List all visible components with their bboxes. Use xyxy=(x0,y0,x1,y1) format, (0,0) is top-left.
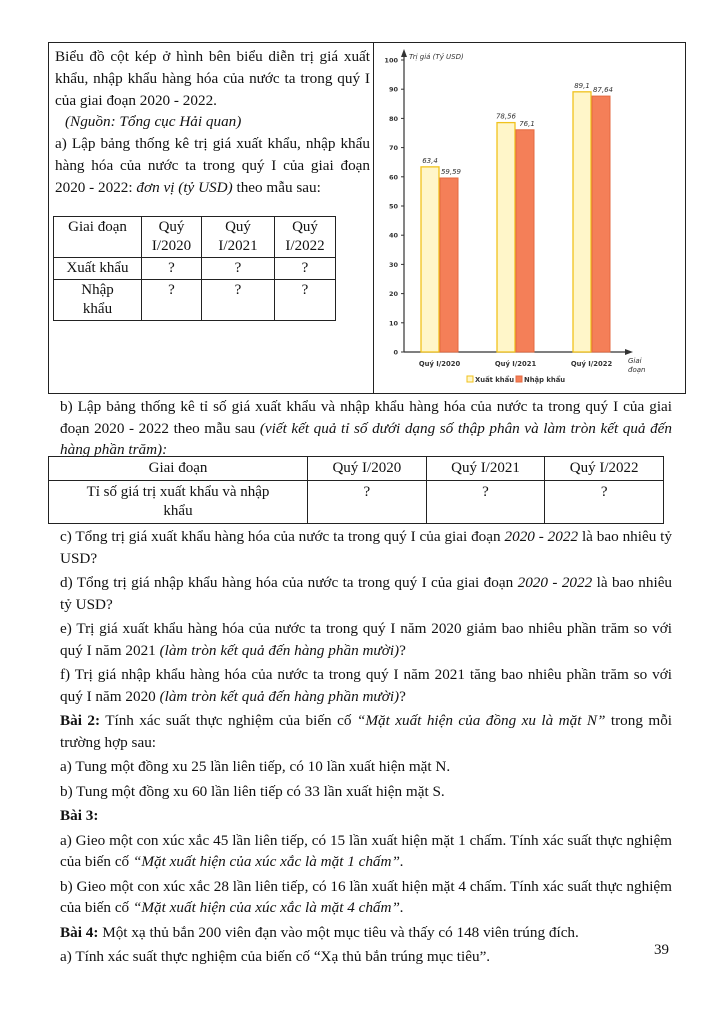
table-cell: Xuất khẩu xyxy=(54,258,142,280)
y-tick-label: 60 xyxy=(388,173,398,182)
bar-import xyxy=(440,178,458,352)
data-label-import: 76,1 xyxy=(519,119,535,128)
table-row xyxy=(54,258,336,280)
y-tick-label: 50 xyxy=(388,202,398,211)
bai-4-a: a) Tính xác suất thực nghiệm của biến cố “Xạ thủ bắn trúng mục tiêu”. xyxy=(60,948,491,965)
y-axis-arrow xyxy=(401,49,407,57)
table-header-cell: Giai đoạn xyxy=(54,217,142,258)
y-tick-label: 20 xyxy=(388,290,398,299)
bai-3-a: a) Gieo một con xúc xắc 45 lần liên tiếp, có 15 lần xuất hiện mặt 1 chấm. Tính xác suất thực nghiệm của biến cố “Mặt xuất hiện của xúc xắc là mặt 1 chấm”. xyxy=(60,831,672,870)
y-tick-label: 100 xyxy=(384,56,398,65)
page-number: 39 xyxy=(654,942,669,958)
bar-export xyxy=(497,123,515,352)
part-c: c) Tổng trị giá xuất khẩu hàng hóa của nước ta trong quý I của giai đoạn 2020 - 2022 là bao nhiêu tỷ USD? xyxy=(60,528,672,567)
bai-2: Bài 2: Tính xác suất thực nghiệm của biến cố “Mặt xuất hiện của đồng xu là mặt N” trong mỗi trường hợp sau: xyxy=(60,712,673,751)
table-header-cell: Quý I/2020 xyxy=(308,457,427,481)
y-tick-label: 0 xyxy=(393,348,398,357)
table-header-cell: Giai đoạn xyxy=(49,457,308,481)
table-cell: ? xyxy=(275,258,336,280)
problem-intro xyxy=(55,46,370,199)
exercise-questions xyxy=(60,526,672,968)
legend-label-export: Xuất khẩu xyxy=(475,376,515,384)
part-b xyxy=(60,396,672,461)
part-f: f) Trị giá nhập khẩu hàng hóa của nước ta trong quý I năm 2021 tăng bao nhiêu phần trăm so với quý I năm 2020 (làm tròn kết quả đến hàng phần mười)? xyxy=(60,666,672,705)
x-tick-label: Quý I/2022 xyxy=(570,360,613,368)
data-label-import: 87,64 xyxy=(592,86,614,95)
legend-swatch-import xyxy=(516,376,522,382)
bai-2-b: b) Tung một đồng xu 60 lần liên tiếp có 33 lần xuất hiện mặt S. xyxy=(60,782,445,800)
table-header-cell: Quý I/2022 xyxy=(275,217,336,258)
data-label-export: 63,4 xyxy=(422,156,438,165)
bar-import xyxy=(516,130,534,352)
x-tick-label: Quý I/2020 xyxy=(418,360,461,368)
y-tick-label: 40 xyxy=(388,231,398,240)
bai-3-title: Bài 3: xyxy=(60,807,99,824)
legend-label-import: Nhập khẩu xyxy=(524,376,566,384)
source-note: (Nguồn: Tổng cục Hải quan) xyxy=(65,113,242,131)
table-row xyxy=(54,280,336,321)
data-label-export: 89,1 xyxy=(574,81,590,90)
table-cell: ? xyxy=(202,280,275,321)
y-tick-label: 30 xyxy=(388,260,398,269)
y-tick-label: 90 xyxy=(388,85,398,94)
x-axis-title-line: Giai xyxy=(628,357,642,365)
part-d: d) Tổng trị giá nhập khẩu hàng hóa của nước ta trong quý I của giai đoạn 2020 - 2022 là bao nhiêu tỷ USD? xyxy=(60,574,673,613)
table-row xyxy=(49,481,664,524)
table-export-import xyxy=(53,216,336,321)
table-header-row xyxy=(54,217,336,258)
part-b-text: b) Lập bảng thống kê tỉ số giá xuất khẩu và nhập khẩu hàng hóa của nước ta trong quý I của giai đoạn 2020 - 2022 theo mẫu sau xyxy=(60,398,672,437)
table-cell: ? xyxy=(545,481,664,524)
table-ratio xyxy=(48,456,664,524)
bar-chart xyxy=(374,43,685,393)
table-cell: ? xyxy=(275,280,336,321)
bai-2-a: a) Tung một đồng xu 25 lần liên tiếp, có 10 lần xuất hiện mặt N. xyxy=(60,758,451,775)
table-header-row xyxy=(49,457,664,481)
data-label-import: 59,59 xyxy=(440,167,462,176)
part-a-text: a) Lập bảng thống kê trị giá xuất khẩu, nhập khẩu hàng hóa của nước ta trong quý I của giai đoạn 2020 - 2022: đơn vị (tỷ USD) theo mẫu sau: xyxy=(55,135,370,196)
bar-chart-svg xyxy=(374,43,685,393)
table-cell: ? xyxy=(308,481,427,524)
intro-text: Biểu đồ cột kép ở hình bên biểu diễn trị giá xuất khẩu, nhập khẩu hàng hóa của nước ta trong quý I của giai đoạn 2020 - 2022. xyxy=(55,48,370,109)
part-e: e) Trị giá xuất khẩu hàng hóa của nước ta trong quý I năm 2020 giảm bao nhiêu phần trăm so với quý I năm 2021 (làm tròn kết quả đến hàng phần mười)? xyxy=(60,620,672,659)
bar-export xyxy=(421,167,439,352)
y-axis-title: Trị giá (Tỷ USD) xyxy=(409,53,464,61)
data-label-export: 78,56 xyxy=(495,112,517,121)
bar-import xyxy=(592,96,610,352)
bai-4: Bài 4: Một xạ thủ bắn 200 viên đạn vào một mục tiêu và thấy có 148 viên trúng đích. xyxy=(60,923,579,941)
table-cell: ? xyxy=(142,258,202,280)
bai-3-b: b) Gieo một con xúc xắc 28 lần liên tiếp, có 16 lần xuất hiện mặt 4 chấm. Tính xác suất thực nghiệm của biến cố “Mặt xuất hiện của xúc xắc là mặt 4 chấm”. xyxy=(60,877,672,916)
bar-export xyxy=(573,92,591,352)
table-cell: ? xyxy=(142,280,202,321)
part-b-note: (viết kết quả tỉ số dưới dạng số thập phân và làm tròn kết quả đến hàng phần trăm): xyxy=(60,419,673,458)
x-axis-title-line: đoạn xyxy=(628,366,646,374)
table-cell: Tỉ số giá trị xuất khẩu và nhập khẩu xyxy=(49,481,308,524)
table-header-cell: Quý I/2022 xyxy=(545,457,664,481)
y-tick-label: 10 xyxy=(388,319,398,328)
table-cell: Nhập khẩu xyxy=(54,280,142,321)
y-tick-label: 80 xyxy=(388,114,398,123)
table-cell: ? xyxy=(426,481,545,524)
y-tick-label: 70 xyxy=(388,144,398,153)
table-header-cell: Quý I/2021 xyxy=(426,457,545,481)
legend-swatch-export xyxy=(467,376,473,382)
table-cell: ? xyxy=(202,258,275,280)
x-axis-arrow xyxy=(625,349,633,355)
table-header-cell: Quý I/2021 xyxy=(202,217,275,258)
table-header-cell: Quý I/2020 xyxy=(142,217,202,258)
x-tick-label: Quý I/2021 xyxy=(494,360,537,368)
